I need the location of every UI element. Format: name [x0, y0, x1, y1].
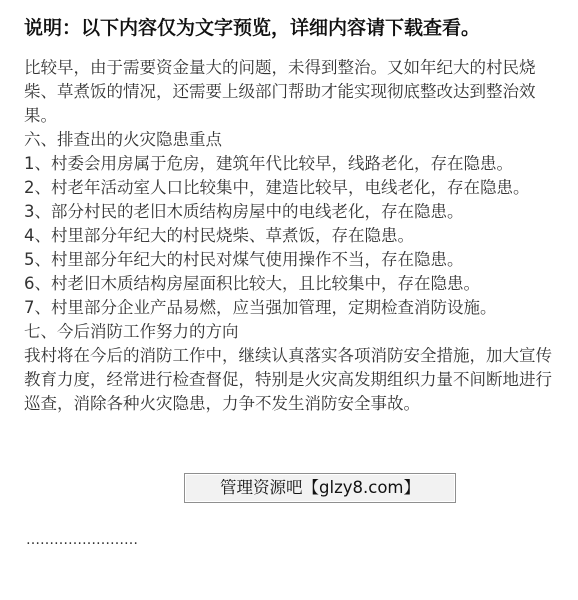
watermark-banner: 管理资源吧【glzy8.com】 [184, 473, 456, 503]
list-item: 5、村里部分年纪大的村民对煤气使用操作不当，存在隐患。 [24, 250, 464, 269]
section-heading-7: 七、今后消防工作努力的方向 [24, 322, 239, 341]
paragraph-intro: 比较早，由于需要资金量大的问题，未得到整治。又如年纪大的村民烧柴、草煮饭的情况，还需要上级部门帮助才能实现彻底整改达到整治效果。 [24, 58, 536, 125]
preview-notice: 说明：以下内容仅为文字预览，详细内容请下载查看。 [24, 17, 481, 39]
list-item: 1、村委会用房属于危房，建筑年代比较早，线路老化，存在隐患。 [24, 154, 513, 173]
ellipsis: …………………… [26, 532, 138, 548]
paragraph-closing: 我村将在今后的消防工作中，继续认真落实各项消防安全措施，加大宣传教育力度，经常进行检查督促，特别是火灾高发期组织力量不间断地进行巡查，消除各种火灾隐患，力争不发生消防安全事故。 [24, 346, 552, 413]
list-item: 2、村老年活动室人口比较集中，建造比较早，电线老化，存在隐患。 [24, 178, 530, 197]
section-heading-6: 六、排查出的火灾隐患重点 [24, 130, 222, 149]
document-body [24, 56, 556, 416]
list-item: 3、部分村民的老旧木质结构房屋中的电线老化，存在隐患。 [24, 202, 464, 221]
list-item: 4、村里部分年纪大的村民烧柴、草煮饭，存在隐患。 [24, 226, 414, 245]
list-item: 6、村老旧木质结构房屋面积比较大，且比较集中，存在隐患。 [24, 274, 480, 293]
list-item: 7、村里部分企业产品易燃，应当强加管理，定期检查消防设施。 [24, 298, 497, 317]
